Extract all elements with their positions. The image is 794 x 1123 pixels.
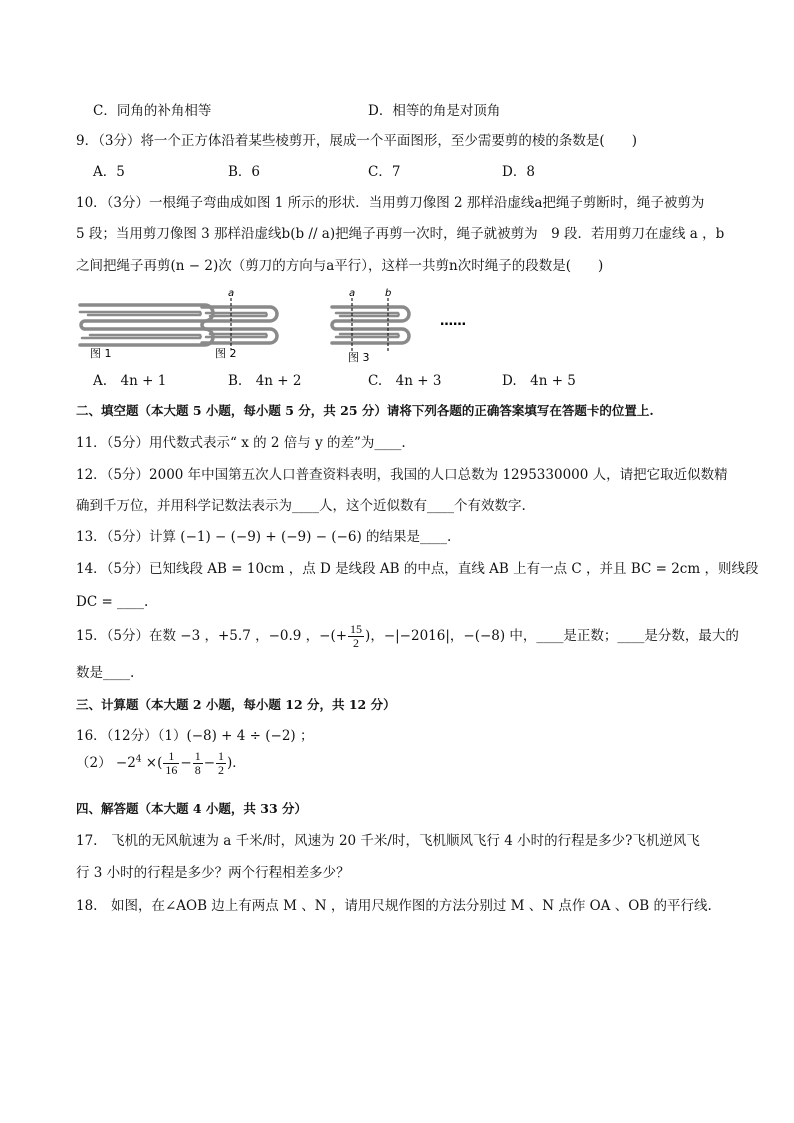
q16-line-2: $(2) -2^4$ ×( $\frac{1}{16}$ − $\frac{1}{8}$ − $\frac{1}{2}$ )． bbox=[76, 749, 246, 777]
q16-f2-den: 8 bbox=[194, 763, 201, 777]
section-3-heading: 三、计算题（本大题 2 小题，每小题 12 分，共 12 分） bbox=[76, 697, 396, 712]
q16-f3-den: 2 bbox=[218, 763, 225, 777]
q10-option-d: D. 4n + 5 bbox=[502, 373, 576, 389]
q16-exponent: 4 bbox=[135, 754, 142, 765]
q15-frac-num: 15 bbox=[350, 622, 363, 636]
figure-ellipsis: …… bbox=[440, 314, 466, 329]
q10-line-1: 10．（3分）一根绳子弯曲成如图 1 所示的形状．当用剪刀像图 2 那样沿虚线a把绳子剪断时，绳子被剪为 bbox=[76, 195, 705, 211]
q15-line-2: 数是____. bbox=[76, 665, 135, 681]
section-2-heading: 二、填空题（本大题 5 小题，每小题 5 分，共 25 分）请将下列各题的正确答案填写在答题卡的位置上. bbox=[76, 403, 654, 418]
q11-text: 11．（5分）用代数式表示“ x 的 2 倍与 y 的差”为____. bbox=[76, 435, 406, 451]
q9-option-b: B．6 bbox=[228, 164, 261, 180]
q12-line-2: 确到千万位，并用科学记数法表示为____人，这个近似数有____个有效数字. bbox=[76, 498, 526, 514]
q9-option-c: C．7 bbox=[368, 164, 401, 180]
q10-rope-figure bbox=[70, 285, 510, 365]
q17-line-2: 行 3 小时的行程是多少？两个行程相差多少？ bbox=[76, 865, 350, 881]
figure-1-caption: 图 1 bbox=[90, 347, 112, 360]
q14-line-2: DC = ____. bbox=[76, 594, 149, 610]
q16-fraction-1 bbox=[163, 750, 179, 777]
q15-suffix: )，−|−2016|，−(−8) 中，____是正数；____是分数，最大的 bbox=[365, 628, 739, 644]
figure-2-caption: 图 2 bbox=[215, 347, 237, 360]
q15-line-1 bbox=[76, 623, 739, 650]
q15-prefix: 15．（5分）在数 −3 ，+5.7 ，−0.9 ，−(+ bbox=[76, 628, 348, 644]
q16-part2-prefix: （2） −2 bbox=[76, 755, 136, 771]
figure-2-rope bbox=[202, 307, 277, 343]
figure-3-label-a: a bbox=[349, 288, 356, 299]
q16-f1-den: 16 bbox=[165, 763, 178, 777]
q16-f3-num: 1 bbox=[218, 749, 225, 763]
q16-part2-suffix: )． bbox=[227, 755, 246, 771]
q16-part2-mid: ×( bbox=[141, 755, 163, 771]
section-4-heading: 四、解答题（本大题 4 小题，共 33 分） bbox=[76, 801, 308, 816]
q16-fraction-3 bbox=[216, 750, 226, 777]
q10-line-3: 之间把绳子再剪(n − 2)次（剪刀的方向与a平行），这样一共剪n次时绳子的段数是( ) bbox=[76, 258, 604, 274]
q17-line-1: 17. 飞机的无风航速为 a 千米/时，风速为 20 千米/时，飞机顺风飞行 4 小时的行程是多少?飞机逆风飞 bbox=[76, 833, 700, 849]
q16-f2-num: 1 bbox=[194, 749, 201, 763]
q16-f1-num: 1 bbox=[163, 750, 179, 764]
q16-line-1: 16．（12分）（1）(−8) + 4 ÷ (−2) ； bbox=[76, 728, 314, 744]
q15-fraction bbox=[348, 623, 364, 650]
figure-2-label-a: a bbox=[228, 288, 235, 299]
q16-fraction-2 bbox=[193, 750, 203, 777]
q18-text: 18. 如图，在∠AOB 边上有两点 M 、N ，请用尺规作图的方法分别过 M 、N 点作 OA 、OB 的平行线. bbox=[76, 898, 712, 914]
q10-option-b: B. 4n + 2 bbox=[228, 373, 302, 389]
q15-frac-den: 2 bbox=[353, 636, 360, 650]
q13-text: 13．（5分）计算 (−1) − (−9) + (−9) − (−6) 的结果是____. bbox=[76, 529, 452, 545]
figure-3-caption: 图 3 bbox=[348, 351, 370, 364]
q8-option-c: C．同角的补角相等 bbox=[93, 103, 212, 119]
q8-option-d: D．相等的角是对顶角 bbox=[368, 103, 501, 119]
figure-1-rope bbox=[80, 305, 213, 345]
q10-line-2: 5 段；当用剪刀像图 3 那样沿虚线b(b // a)把绳子再剪一次时，绳子就被剪为 9 段．若用剪刀在虚线 a ，b bbox=[76, 226, 725, 242]
q9-option-d: D．8 bbox=[502, 164, 535, 180]
q9-option-a: A．5 bbox=[93, 164, 125, 180]
q12-line-1: 12．（5分）2000 年中国第五次人口普查资料表明，我国的人口总数为 1295330000 人，请把它取近似数精 bbox=[76, 467, 728, 483]
figure-3-label-b: b bbox=[385, 288, 392, 299]
q14-line-1: 14．（5分）已知线段 AB = 10cm ，点 D 是线段 AB 的中点，直线 AB 上有一点 C ，并且 BC = 2cm ，则线段 bbox=[76, 561, 759, 577]
q9-stem: 9．（3分）将一个正方体沿着某些棱剪开，展成一个平面图形，至少需要剪的棱的条数是( ) bbox=[76, 133, 637, 149]
q10-option-a: A. 4n + 1 bbox=[93, 373, 167, 389]
q10-option-c: C. 4n + 3 bbox=[368, 373, 442, 389]
figure-3-rope bbox=[332, 307, 409, 343]
